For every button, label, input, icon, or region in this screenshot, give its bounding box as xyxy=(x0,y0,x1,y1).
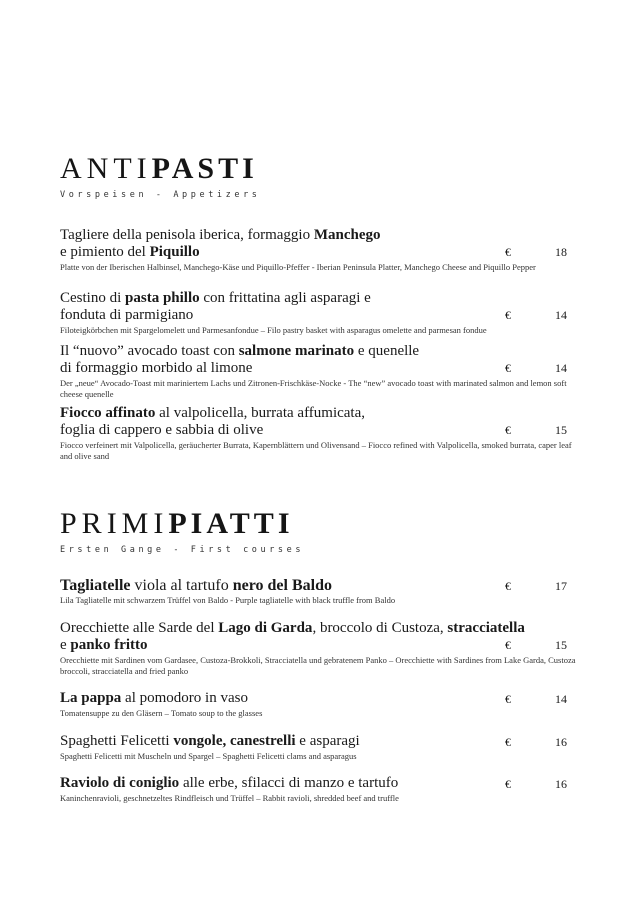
item-name-text: Tagliere della penisola iberica, formaggio xyxy=(60,227,314,243)
item-name-highlight: Raviolo di coniglio xyxy=(60,775,180,791)
item-name-highlight: vongole, canestrelli xyxy=(173,733,296,749)
item-price: € 17 xyxy=(505,579,567,593)
menu-item xyxy=(60,775,585,804)
item-name-highlight: La pappa xyxy=(60,690,122,706)
item-name xyxy=(60,620,560,654)
item-description: Der „neue“ Avocado-Toast mit mariniertem Lachs und Zitronen-Frischkäse-Nocke - The “new” avocado toast with marinated salmon and lemon soft cheese quenelle xyxy=(60,378,567,399)
item-name-highlight: nero del Baldo xyxy=(232,577,332,594)
item-description: Lila Tagliatelle mit schwarzem Trüffel von Baldo - Purple tagliatelle with black truffle from Baldo xyxy=(60,595,396,605)
item-description: Tomatensuppe zu den Gläsern – Tomato soup to the glasses xyxy=(60,708,263,718)
item-name xyxy=(60,227,505,261)
menu-item xyxy=(60,690,585,719)
menu-item xyxy=(60,405,585,462)
item-name-text: , broccolo di Custoza, xyxy=(312,620,448,636)
item-description: Spaghetti Felicetti mit Muscheln und Spargel – Spaghetti Felicetti clams and asparagus xyxy=(60,751,357,761)
item-description: Orecchiette mit Sardinen vom Gardasee, Custoza-Brokkoli, Stracciatella und gebratenem Panko – Orecchiette with Sardines from Lake Garda, Custoza broccoli, stracciatella and fried panko xyxy=(60,655,576,676)
item-name-text: fonduta di parmigiano xyxy=(60,307,194,323)
item-name xyxy=(60,343,505,377)
section-primi-piatti-header xyxy=(60,509,580,555)
item-name-text: e xyxy=(60,637,71,653)
menu-item xyxy=(60,620,585,677)
item-name-text: e pimiento del xyxy=(60,244,150,260)
item-name-text: al valpolicella, burrata affumicata, xyxy=(155,405,366,421)
item-price: € 15 xyxy=(505,423,567,437)
item-price: € 14 xyxy=(505,308,567,322)
menu-item xyxy=(60,227,585,273)
item-name-text: alle erbe, sfilacci di manzo e tartufo xyxy=(179,775,399,791)
item-name xyxy=(60,290,505,324)
item-name-highlight: Piquillo xyxy=(149,244,200,260)
item-name xyxy=(60,775,505,792)
item-name-highlight: stracciatella xyxy=(447,620,525,636)
menu-item xyxy=(60,733,585,762)
item-name-text: di formaggio morbido al limone xyxy=(60,360,253,376)
item-name-highlight: Lago di Garda xyxy=(218,620,313,636)
item-price: € 18 xyxy=(505,245,567,259)
section-title: PRIMIPIATTI xyxy=(60,507,294,540)
menu-item xyxy=(60,577,585,606)
item-description: Filoteigkörbchen mit Spargelomelett und Parmesanfondue – Filo pastry basket with asparagus omelette and parmesan fondue xyxy=(60,325,487,335)
section-title: ANTIPASTI xyxy=(60,152,258,185)
item-name-text: Cestino di xyxy=(60,290,126,306)
item-name xyxy=(60,733,505,750)
item-name-text: con frittatina agli asparagi e xyxy=(199,290,371,306)
item-name-text: e asparagi xyxy=(295,733,360,749)
menu-item xyxy=(60,343,585,400)
item-name xyxy=(60,690,505,707)
item-name-text: foglia di cappero e sabbia di olive xyxy=(60,422,264,438)
item-name-highlight: pasta phillo xyxy=(125,290,200,306)
item-name-text: al pomodoro in vaso xyxy=(121,690,248,706)
section-subtitle: Vorspeisen - Appetizers xyxy=(60,190,261,200)
item-name-highlight: salmone marinato xyxy=(238,343,355,359)
section-antipasti-header xyxy=(60,154,580,200)
item-price: € 15 xyxy=(505,638,567,652)
item-price: € 16 xyxy=(505,735,567,749)
item-name-highlight: Fiocco affinato xyxy=(60,405,156,421)
section-subtitle: Ersten Gange - First courses xyxy=(60,545,305,555)
item-name-text: Il “nuovo” avocado toast con xyxy=(60,343,239,359)
item-price: € 14 xyxy=(505,692,567,706)
item-name-text: viola al tartufo xyxy=(130,577,233,594)
item-name-text: e quenelle xyxy=(354,343,420,359)
item-name-text: Orecchiette alle Sarde del xyxy=(60,620,219,636)
item-name xyxy=(60,577,505,594)
item-name-text: Spaghetti Felicetti xyxy=(60,733,174,749)
item-price: € 14 xyxy=(505,361,567,375)
item-name-highlight: Manchego xyxy=(313,227,381,243)
item-description: Platte von der Iberischen Halbinsel, Manchego-Käse und Piquillo-Pfeffer - Iberian Peninsula Platter, Manchego Cheese and Piquillo Pepper xyxy=(60,262,536,272)
item-price: € 16 xyxy=(505,777,567,791)
menu-item xyxy=(60,290,585,336)
item-description: Fiocco verfeinert mit Valpolicella, geräucherter Burrata, Kapernblättern und Olivensand – Fiocco refined with Valpolicella, smoked burrata, caper leaf and olive sand xyxy=(60,440,572,461)
item-name-highlight: Tagliatelle xyxy=(60,577,131,594)
item-name-highlight: panko fritto xyxy=(70,637,148,653)
item-name xyxy=(60,405,505,439)
item-description: Kaninchenravioli, geschnetzeltes Rindfleisch und Trüffel – Rabbit ravioli, shredded beef and truffle xyxy=(60,793,399,803)
